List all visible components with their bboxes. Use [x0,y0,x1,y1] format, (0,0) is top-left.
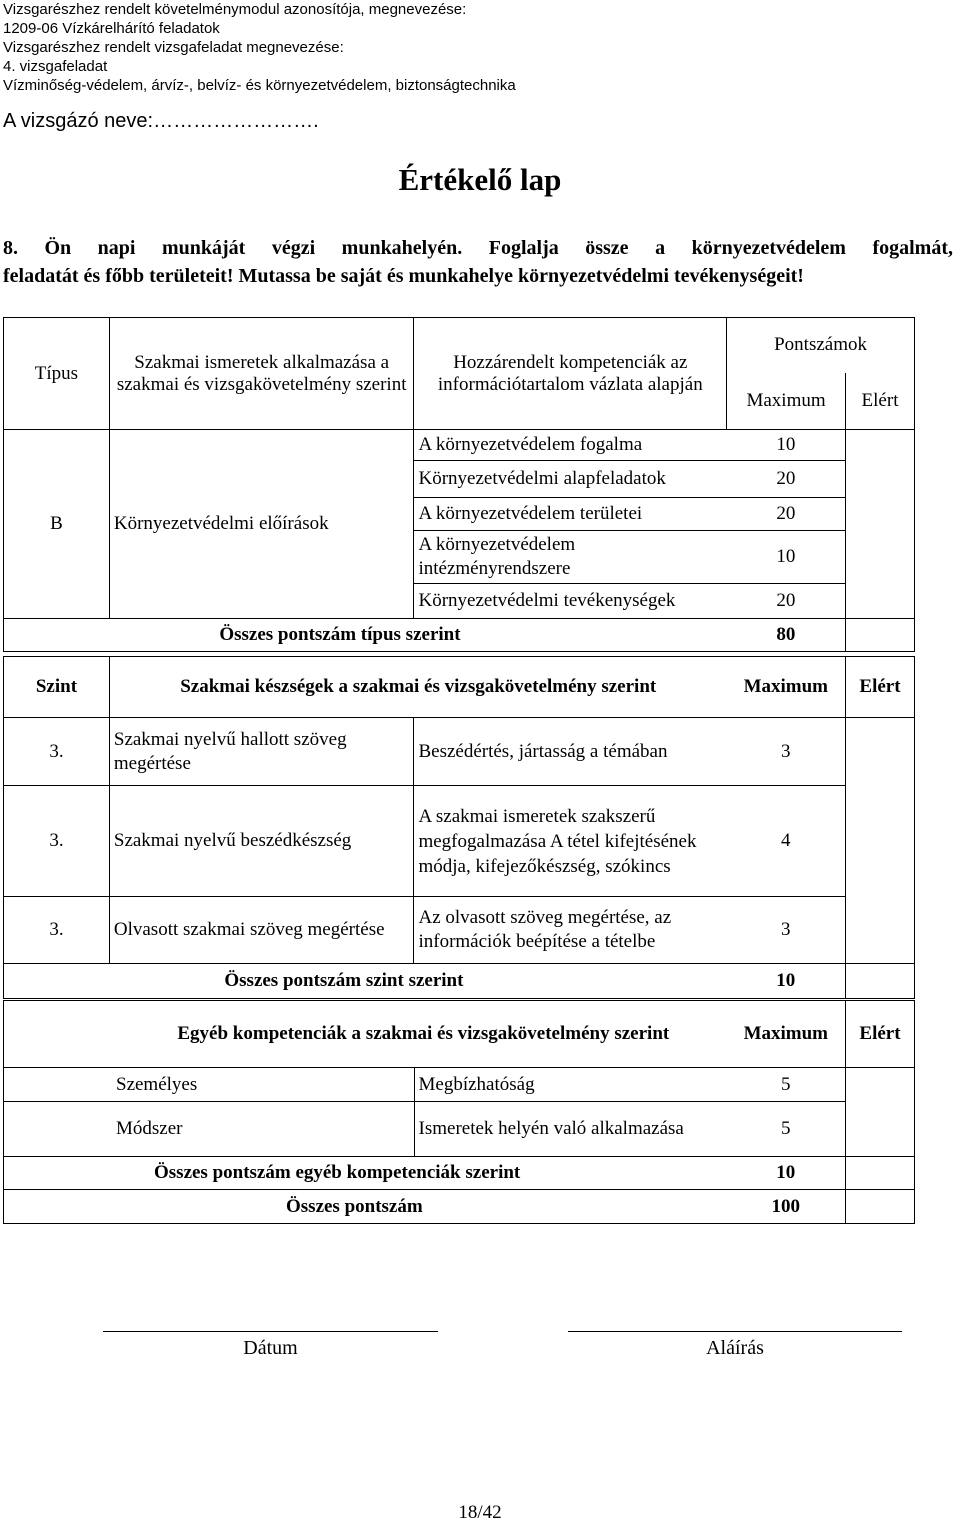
other-competence: Megbízhatóság [414,1068,727,1102]
date-line [103,1331,438,1332]
module-id: 1209-06 Vízkárelhárító feladatok [3,20,220,37]
subtotal-other-label: Összes pontszám egyéb kompetenciák szerint [4,1157,727,1190]
page-number: 18/42 [458,1502,502,1523]
task-text-line-1: 8. Ön napi munkáját végzi munkahelyén. Foglalja össze a környezetvédelem fogalmát, [3,237,953,259]
skill-name: Szakmai nyelvű beszédkészség [109,786,414,897]
competence-max: 20 [727,498,846,531]
other-max: 5 [727,1068,846,1102]
grand-total-value: 100 [727,1190,846,1224]
subtotal-other-value: 10 [727,1157,846,1190]
skill-level: 3. [4,718,110,786]
competence-max: 10 [727,531,846,584]
skill-level: 3. [4,786,110,897]
header-other-competence: Egyéb kompetenciák a szakmai és vizsgakövetelmény szerint [4,1001,727,1068]
header-type: Típus [4,318,110,430]
module-label: Vizsgarészhez rendelt követelménymodul azonosítója, megnevezése: [3,1,467,18]
header-achieved: Elért [846,373,915,430]
task-text-line-2: feladatát és főbb területeit! Mutassa be saját és munkahelye környezetvédelmi tevékenységeit! [3,265,804,287]
header-knowledge: Szakmai ismeretek alkalmazása a szakmai és vizsgakövetelmény szerint [109,318,414,430]
exam-task-label: Vizsgarészhez rendelt vizsgafeladat megnevezése: [3,39,344,56]
header-points: Pontszámok [727,318,915,373]
total-type-label: Összes pontszám típus szerint [109,619,726,652]
competence-item: A környezetvédelem fogalma [414,430,727,461]
header-maximum: Maximum [727,657,846,718]
competence-max: 20 [727,584,846,619]
other-category: Személyes [4,1068,415,1102]
header-maximum: Maximum [727,1001,846,1068]
date-label: Dátum [243,1337,298,1359]
header-skills: Szakmai készségek a szakmai és vizsgakövetelmény szerint [109,657,726,718]
skill-max: 3 [727,897,846,964]
achieved-cell [846,1068,915,1157]
competence-table [3,317,915,652]
other-max: 5 [727,1102,846,1157]
grand-total-label: Összes pontszám [4,1190,727,1224]
type-value: B [4,430,110,619]
total-type-value: 80 [727,619,846,652]
header-maximum: Maximum [727,373,846,430]
other-category: Módszer [4,1102,415,1157]
candidate-name-field: A vizsgázó neve:……………………. [3,110,319,132]
header-level: Szint [4,657,110,718]
other-competence-table [3,1000,915,1224]
skill-criteria: Beszédértés, jártasság a témában [414,718,727,786]
header-achieved: Elért [846,657,915,718]
competence-item: A környezetvédelem területei [414,498,727,531]
skill-level: 3. [4,897,110,964]
header-competence: Hozzárendelt kompetenciák az információtartalom vázlata alapján [414,318,727,430]
achieved-cell [846,430,915,619]
total-level-label: Összes pontszám szint szerint [109,964,726,999]
signature-label: Aláírás [706,1337,764,1359]
page-title: Értékelő lap [398,162,562,197]
competence-item: Környezetvédelmi tevékenységek [414,584,727,619]
skill-criteria: A szakmai ismeretek szakszerű megfogalmazása A tétel kifejtésének módja, kifejezőkészség, szókincs [414,786,727,897]
competence-item: Környezetvédelmi alapfeladatok [414,461,727,498]
exam-task-name: Vízminőség-védelem, árvíz-, belvíz- és környezetvédelem, biztonságtechnika [3,77,516,94]
competence-item: A környezetvédelem intézményrendszere [414,531,727,584]
skill-name: Olvasott szakmai szöveg megértése [109,897,414,964]
skill-max: 3 [727,718,846,786]
skill-max: 4 [727,786,846,897]
signature-line [568,1331,902,1332]
skills-table [3,656,915,999]
header-achieved: Elért [846,1001,915,1068]
achieved-cell [846,718,915,964]
skill-name: Szakmai nyelvű hallott szöveg megértése [109,718,414,786]
exam-task-number: 4. vizsgafeladat [3,58,108,75]
other-competence: Ismeretek helyén való alkalmazása [414,1102,727,1157]
competence-max: 20 [727,461,846,498]
competence-max: 10 [727,430,846,461]
total-level-value: 10 [727,964,846,999]
knowledge-value: Környezetvédelmi előírások [109,430,414,619]
skill-criteria: Az olvasott szöveg megértése, az információk beépítése a tételbe [414,897,727,964]
